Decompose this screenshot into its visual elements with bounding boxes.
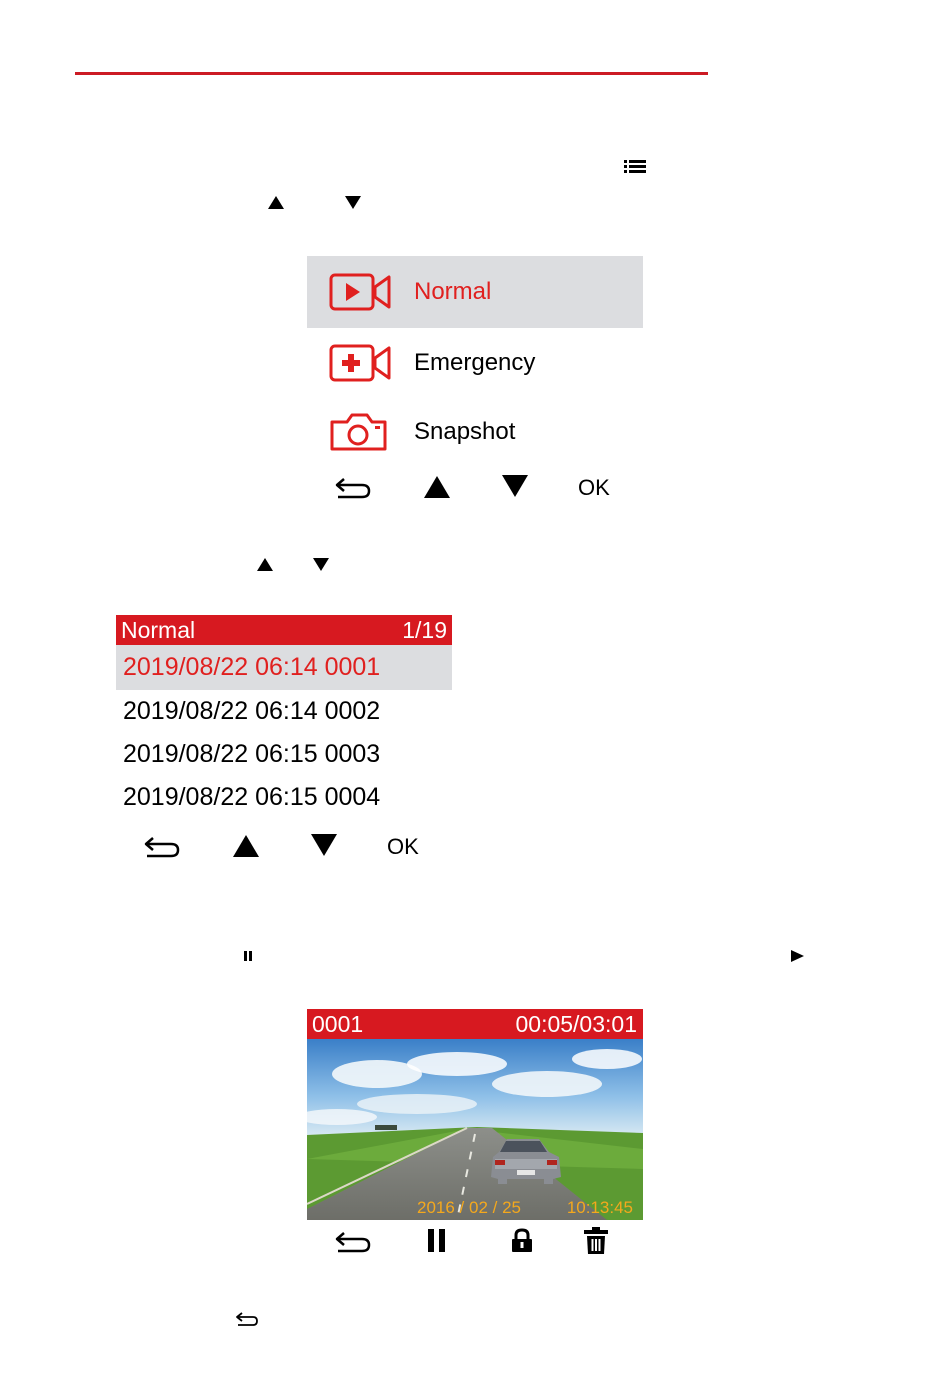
date-stamp: 2016 / 02 / 25 — [417, 1198, 521, 1217]
player-header — [307, 1009, 643, 1039]
menu-item-label: Emergency — [414, 348, 536, 376]
play-icon — [791, 950, 804, 962]
back-icon[interactable] — [334, 474, 372, 500]
up-button-icon[interactable] — [233, 835, 259, 857]
pause-icon — [244, 951, 252, 961]
page-indicator: 1/19 — [402, 616, 447, 643]
list-item[interactable]: 2019/08/22 06:14 0001 — [116, 645, 452, 690]
list-header — [116, 615, 452, 645]
menu-item-label: Normal — [414, 278, 492, 305]
video-player — [307, 1009, 643, 1220]
ok-button[interactable]: OK — [578, 475, 610, 500]
time-stamp: 10:13:45 — [566, 1198, 633, 1217]
menu-item-label: Snapshot — [414, 417, 516, 445]
up-arrow-icon — [257, 558, 273, 571]
up-arrow-icon — [268, 196, 284, 209]
menu-list-icon — [624, 159, 646, 174]
down-button-icon[interactable] — [311, 834, 337, 856]
file-list — [116, 615, 452, 819]
down-button-icon[interactable] — [502, 475, 528, 497]
video-thumbnail — [307, 1039, 643, 1220]
back-icon[interactable] — [143, 833, 181, 859]
ok-button[interactable]: OK — [387, 834, 419, 859]
back-icon — [235, 1311, 259, 1328]
pause-button-icon[interactable] — [428, 1229, 445, 1252]
file-number: 0001 — [312, 1010, 364, 1037]
back-icon[interactable] — [334, 1228, 372, 1254]
list-title: Normal — [121, 616, 196, 643]
video-emergency-icon — [329, 344, 393, 382]
down-arrow-icon — [345, 196, 361, 209]
file-type-menu — [307, 256, 643, 466]
video-play-icon — [329, 273, 393, 311]
menu-item-normal[interactable] — [307, 256, 643, 328]
video-frame[interactable] — [307, 1039, 643, 1220]
up-button-icon[interactable] — [424, 476, 450, 498]
lock-icon[interactable] — [511, 1228, 533, 1253]
menu-item-emergency[interactable] — [307, 328, 643, 397]
list-item[interactable]: 2019/08/22 06:15 0003 — [123, 740, 381, 768]
trash-icon[interactable] — [584, 1227, 608, 1255]
header-rule — [75, 72, 708, 75]
list-item[interactable]: 2019/08/22 06:15 0004 — [123, 783, 381, 811]
camera-icon — [329, 412, 389, 452]
menu-item-snapshot[interactable] — [307, 397, 643, 466]
down-arrow-icon — [313, 558, 329, 571]
list-item[interactable]: 2019/08/22 06:14 0002 — [123, 697, 381, 725]
video-timestamp — [417, 1198, 633, 1218]
playback-time: 00:05/03:01 — [515, 1010, 637, 1037]
